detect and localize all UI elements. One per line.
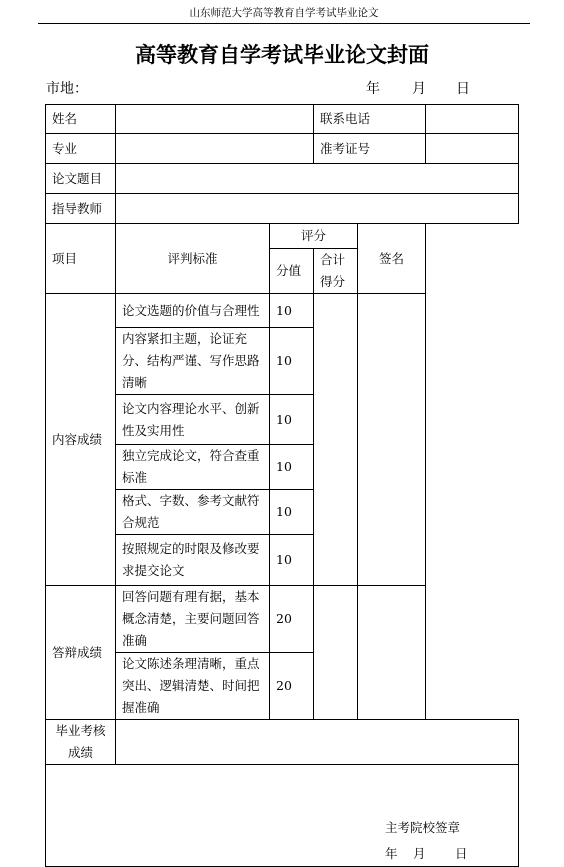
day-label: 日: [455, 846, 468, 861]
city-label: 市地：: [46, 81, 88, 97]
exam-id-field[interactable]: [426, 134, 519, 164]
major-field[interactable]: [116, 134, 314, 164]
signature-header: 签名: [358, 224, 426, 294]
advisor-label: 指导教师: [46, 194, 116, 224]
year-label: 年: [366, 81, 380, 97]
page-title: 高等教育自学考试毕业论文封面: [135, 43, 429, 67]
defense-signature-field[interactable]: [358, 586, 426, 720]
criterion-points: 10: [270, 395, 314, 445]
criterion-points: 10: [270, 535, 314, 586]
thesis-title-label: 论文题目: [46, 164, 116, 194]
criterion-text: 内容紧扣主题，论证充分、结构严谨、写作思路清晰: [116, 328, 270, 395]
criterion-points: 10: [270, 445, 314, 490]
final-grade-field[interactable]: [116, 720, 519, 765]
name-field[interactable]: [116, 105, 314, 134]
criteria-header: 评判标准: [116, 224, 270, 294]
date-line-bottom: [385, 843, 468, 865]
total-header: 合计得分: [314, 249, 358, 294]
criterion-text: 按照规定的时限及修改要求提交论文: [116, 535, 270, 586]
criterion-text: 回答问题有理有据，基本概念清楚，主要问题回答准确: [116, 586, 270, 653]
phone-label: 联系电话: [314, 105, 426, 134]
major-label: 专业: [46, 134, 116, 164]
cover-form-table: [45, 104, 519, 867]
year-label: 年: [385, 846, 398, 861]
item-header: 项目: [46, 224, 116, 294]
score-header: 评分: [270, 224, 358, 249]
date-line-top: [366, 79, 470, 99]
month-label: 月: [412, 81, 426, 97]
school-stamp-area[interactable]: [46, 765, 519, 867]
day-label: 日: [456, 81, 470, 97]
criterion-points: 10: [270, 294, 314, 328]
advisor-field[interactable]: [116, 194, 519, 224]
criterion-points: 20: [270, 653, 314, 720]
phone-field[interactable]: [426, 105, 519, 134]
points-header: 分值: [270, 249, 314, 294]
content-total-field[interactable]: [314, 294, 358, 586]
content-grade-label: 内容成绩: [46, 294, 116, 586]
criterion-text: 论文选题的价值与合理性: [116, 294, 270, 328]
final-grade-label: 毕业考核成绩: [46, 720, 116, 765]
criterion-text: 独立完成论文，符合查重标准: [116, 445, 270, 490]
criterion-points: 20: [270, 586, 314, 653]
running-header: 山东师范大学高等教育自学考试毕业论文: [38, 6, 530, 24]
defense-total-field[interactable]: [314, 586, 358, 720]
exam-id-label: 准考证号: [314, 134, 426, 164]
month-label: 月: [413, 846, 426, 861]
criterion-text: 论文陈述条理清晰，重点突出、逻辑清楚、时间把握准确: [116, 653, 270, 720]
criterion-points: 10: [270, 328, 314, 395]
thesis-title-field[interactable]: [116, 164, 519, 194]
criterion-text: 格式、字数、参考文献符合规范: [116, 490, 270, 535]
criterion-text: 论文内容理论水平、创新性及实用性: [116, 395, 270, 445]
stamp-label: 主考院校签章: [385, 820, 461, 835]
criterion-points: 10: [270, 490, 314, 535]
content-signature-field[interactable]: [358, 294, 426, 586]
defense-grade-label: 答辩成绩: [46, 586, 116, 720]
name-label: 姓名: [46, 105, 116, 134]
